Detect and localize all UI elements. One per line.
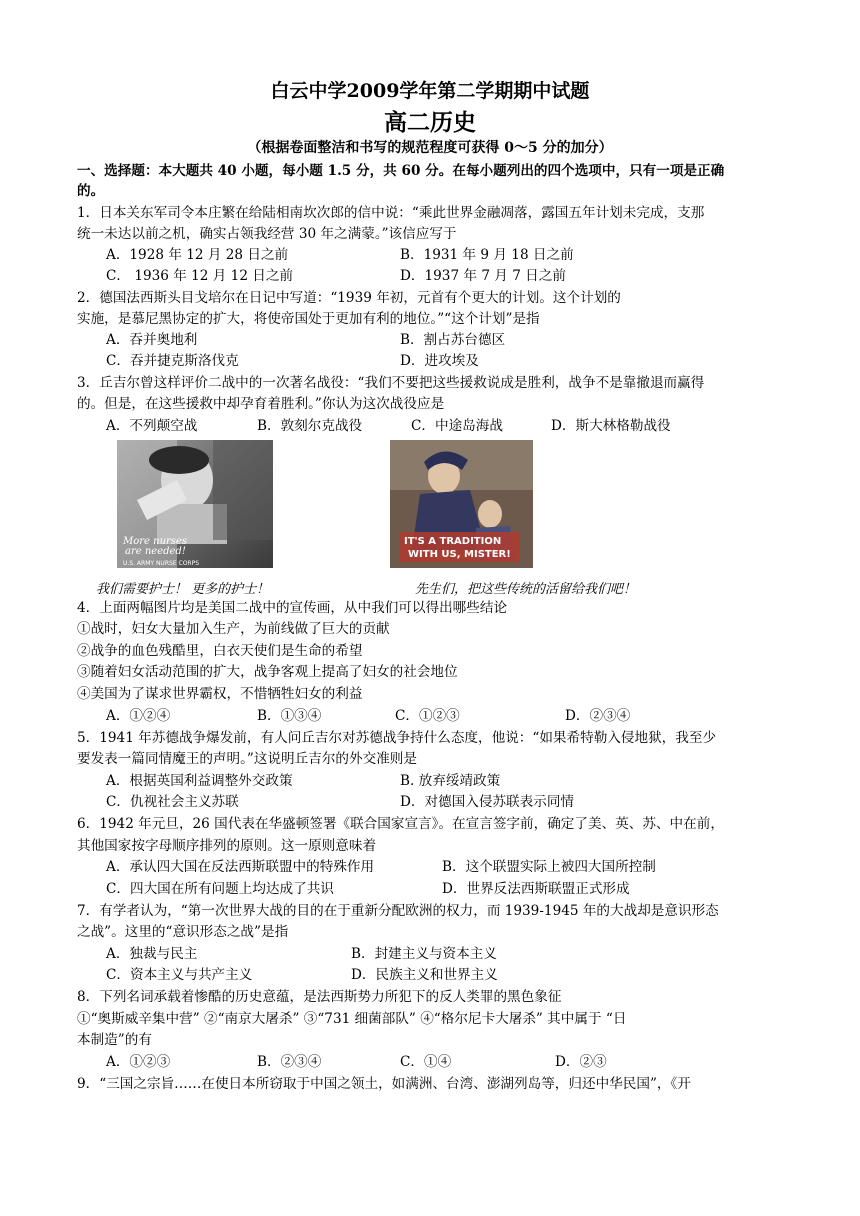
tradition-poster-image [390,440,533,568]
section-heading: 一、选择题：本大题共 40 小题，每小题 1.5 分，共 60 分。在每小题列出的四个选项中，只有一项是正确 [77,163,725,179]
question-4-statement-3: ③随着妇女活动范围的扩大，战争客观上提高了妇女的社会地位 [77,664,458,680]
question-5-option-a: A．根据英国利益调整外交政策 [106,773,293,789]
question-7-stem: 7．有学者认为，“第一次世界大战的目的在于重新分配欧洲的权力，而 1939-1945 年的大战却是意识形态 [77,903,719,919]
question-7-option-b: B．封建主义与资本主义 [351,946,497,962]
exam-title: 白云中学2009学年第二学期期中试题 [270,80,590,102]
nurse-poster-image [117,440,273,568]
question-6-option-a: A．承认四大国在反法西斯联盟中的特殊作用 [106,859,375,875]
question-6-option-c: C．四大国在所有问题上均达成了共识 [106,881,334,897]
question-1-option-b: B．1931 年 9 月 18 日之前 [400,247,574,263]
question-4-option-d: D．②③④ [565,708,631,724]
question-8-option-b: B．②③④ [257,1054,322,1070]
question-9-stem: 9．“三国之宗旨……在使日本所窃取于中国之领土，如满洲、台湾、澎湖列岛等，归还中华民国”，《开 [77,1076,691,1092]
question-4-option-b: B．①③④ [257,708,322,724]
question-3-option-a: A．不列颠空战 [106,418,198,434]
svg-text:WITH US, MISTER!: WITH US, MISTER! [408,549,511,560]
question-2-option-d: D．进攻埃及 [400,353,479,369]
question-4-statement-4: ④美国为了谋求世界霸权，不惜牺牲妇女的利益 [77,686,363,702]
question-8-stem: 8．下列名词承载着惨酷的历史意蕴，是法西斯势力所犯下的反人类罪的黑色象征 [77,989,562,1005]
question-5-option-c: C．仇视社会主义苏联 [106,794,239,810]
question-1-option-a: A．1928 年 12 月 28 日之前 [106,247,289,263]
question-4-stem: 4．上面两幅图片均是美国二战中的宣传画，从中我们可以得出哪些结论 [77,600,508,616]
poster-army-nurse [117,440,273,568]
question-3-stem-cont: 的。但是，在这些援救中却孕育着胜利。”你认为这次战役应是 [77,396,445,412]
question-5-option-b: B. 放弃绥靖政策 [400,773,501,789]
svg-text:More nurses: More nurses [123,536,187,547]
question-6-stem-cont: 其他国家按字母顺序排列的原则。这一原则意味着 [77,838,377,854]
question-8-items: ①“奥斯威辛集中营” ②“南京大屠杀” ③“731 细菌部队” ④“格尔尼卡大屠杀” 其中属于 “日 [77,1011,627,1027]
question-3-option-d: D．斯大林格勒战役 [551,418,671,434]
question-4-option-a: A．①②④ [106,708,171,724]
question-3-stem: 3．丘吉尔曾这样评价二战中的一次著名战役：“我们不要把这些援救说成是胜利，战争不是靠撤退而赢得 [77,375,705,391]
question-1-stem-cont: 统一未达以前之机，确实占领我经营 30 年之满蒙。”该信应写于 [77,226,457,242]
question-7-stem-cont: 之战”。这里的“意识形态之战”是指 [77,924,289,940]
question-1-option-c: C． 1936 年 12 月 12 日之前 [106,268,294,284]
question-4-statement-1: ①战时，妇女大量加入生产，为前线做了巨大的贡献 [77,621,390,637]
question-7-option-c: C．资本主义与共产主义 [106,967,253,983]
subject-title: 高二历史 [384,109,476,136]
question-7-option-a: A．独裁与民主 [106,946,198,962]
poster-tradition [390,440,533,568]
question-6-option-b: B．这个联盟实际上被四大国所控制 [442,859,656,875]
svg-text:IT'S A TRADITION: IT'S A TRADITION [404,536,502,547]
question-2-option-a: A．吞并奥地利 [106,332,198,348]
bonus-note: （根据卷面整洁和书写的规范程度可获得 0～5 分的加分） [247,140,613,156]
poster-right-caption: 先生们，把这些传统的活留给我们吧！ [415,582,637,597]
section-heading-cont: 的。 [77,183,105,199]
poster-left-caption: 我们需要护士！ 更多的护士！ [96,582,270,597]
question-1-option-d: D．1937 年 7 月 7 日之前 [400,268,566,284]
question-2-option-b: B．割占苏台德区 [400,332,506,348]
question-3-option-b: B．敦刻尔克战役 [257,418,363,434]
question-6-stem: 6．1942 年元旦，26 国代表在华盛顿签署《联合国家宣言》。在宣言签字前，确定了美、英、苏、中在前， [77,816,724,832]
svg-text:U.S. ARMY NURSE CORPS: U.S. ARMY NURSE CORPS [123,560,200,567]
question-2-stem: 2．德国法西斯头目戈培尔在日记中写道：“1939 年初，元首有个更大的计划。这个计划的 [77,290,621,306]
question-6-option-d: D．世界反法西斯联盟正式形成 [442,881,630,897]
question-5-stem-cont: 要发表一篇同情魔王的声明。”这说明丘吉尔的外交准则是 [77,751,417,767]
question-5-option-d: D．对德国入侵苏联表示同情 [400,794,575,810]
question-7-option-d: D．民族主义和世界主义 [351,967,498,983]
svg-text:are needed!: are needed! [125,546,186,557]
question-4-statement-2: ②战争的血色残酷里，白衣天使们是生命的希望 [77,643,363,659]
question-8-option-a: A．①②③ [106,1054,171,1070]
question-1-stem: 1．日本关东军司令本庄繁在给陆相南坎次郎的信中说：“乘此世界金融凋落，露国五年计划未完成，支那 [77,205,705,221]
question-3-option-c: C．中途岛海战 [411,418,503,434]
question-2-option-c: C．吞并捷克斯洛伐克 [106,353,239,369]
question-2-stem-cont: 实施，是慕尼黑协定的扩大，将使帝国处于更加有利的地位。”“这个计划”是指 [77,311,540,327]
question-5-stem: 5．1941 年苏德战争爆发前，有人问丘吉尔对苏德战争持什么态度，他说：“如果希特勒入侵地狱，我至少 [77,730,717,746]
question-8-stem-cont: 本制造”的有 [77,1032,152,1048]
question-8-option-d: D．②③ [555,1054,607,1070]
question-4-option-c: C．①②③ [395,708,460,724]
question-8-option-c: C．①④ [400,1054,452,1070]
